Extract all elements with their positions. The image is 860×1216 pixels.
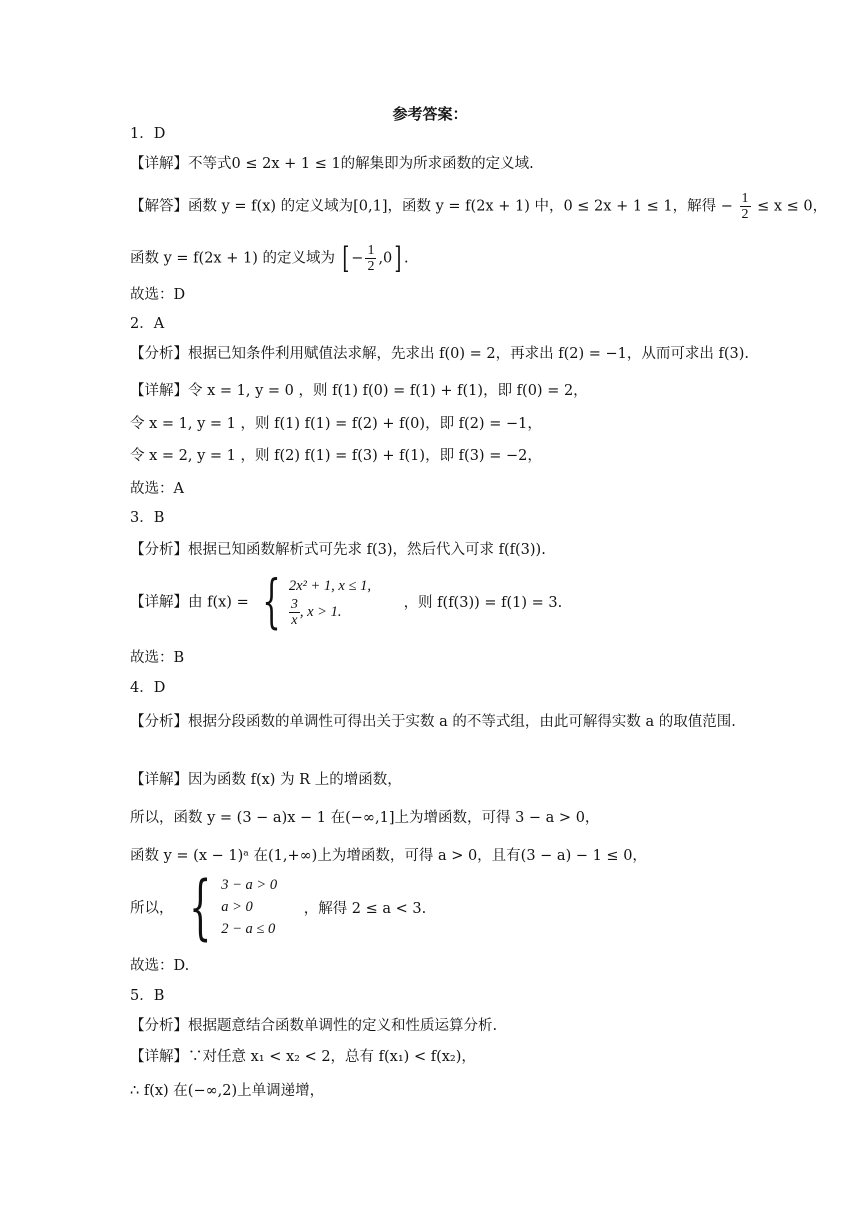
q4-number: 4．D bbox=[130, 680, 166, 696]
q1-domain-fraction bbox=[365, 243, 376, 274]
right-bracket-icon: ] bbox=[394, 240, 402, 276]
q3-case-fraction-num: 3 bbox=[290, 596, 298, 612]
page-title: 参考答案： bbox=[392, 105, 468, 123]
q1-fraction-denominator: 2 bbox=[741, 207, 749, 222]
q3-case-2 bbox=[289, 597, 371, 628]
q5-detail-2: ∴ f(x) 在(−∞,2)上单调递增， bbox=[130, 1083, 325, 1099]
q2-detail-3: 令 x = 2, y = 1 ，则 f(2) f(1) = f(3) + f(1)，即 f(3) = −2， bbox=[130, 448, 542, 464]
q1-number: 1．D bbox=[130, 126, 166, 142]
left-bracket-icon: [ bbox=[341, 240, 349, 276]
q3-case-fraction bbox=[289, 597, 300, 628]
q3-detail-line bbox=[130, 567, 563, 635]
q4-ineq-2: a > 0 bbox=[221, 899, 253, 915]
q3-selection: 故选：B bbox=[130, 650, 185, 666]
q1-domain-text: 函数 y = f(2x + 1) 的定义域为 bbox=[130, 250, 335, 267]
q5-analysis: 【分析】根据题意结合函数单调性的定义和性质运算分析. bbox=[130, 1018, 498, 1034]
q2-analysis: 【分析】根据已知条件利用赋值法求解，先求出 f(0) = 2，再求出 f(2) = −1，从而可求出 f(3). bbox=[130, 346, 749, 362]
q4-system-result: ，解得 2 ≤ a < 3. bbox=[303, 900, 427, 917]
q2-detail-1: 【详解】令 x = 1, y = 0 ，则 f(1) f(0) = f(1) + f(1)，即 f(0) = 2， bbox=[130, 383, 588, 399]
q1-minus: − bbox=[351, 250, 364, 267]
q4-system-label: 所以， bbox=[130, 900, 174, 917]
q2-selection: 故选：A bbox=[130, 481, 184, 497]
q3-case-2-tail: , x > 1. bbox=[299, 603, 342, 620]
q1-fraction bbox=[740, 191, 751, 222]
q1-solution-line bbox=[130, 191, 827, 222]
q4-analysis: 【分析】根据分段函数的单调性可得出关于实数 a 的不等式组，由此可解得实数 a 的取值范围. bbox=[130, 714, 736, 730]
q5-number: 5．B bbox=[130, 988, 165, 1004]
q3-detail-text: 【详解】由 f(x) = bbox=[130, 594, 249, 611]
q1-solution-text: 【解答】函数 y = f(x) 的定义域为[0,1]，函数 y = f(2x + 1) 中，0 ≤ 2x + 1 ≤ 1，解得 − bbox=[130, 198, 733, 215]
q2-detail-2: 令 x = 1, y = 1 ，则 f(1) f(1) = f(2) + f(0)，即 f(2) = −1， bbox=[130, 416, 542, 432]
q4-detail-2: 所以，函数 y = (3 − a)x − 1 在(−∞,1]上为增函数，可得 3 − a > 0， bbox=[130, 810, 600, 826]
q3-piecewise-cases bbox=[289, 575, 371, 628]
q3-analysis: 【分析】根据已知函数解析式可先求 f(3)，然后代入可求 f(f(3)). bbox=[130, 542, 546, 558]
q1-fraction-numerator: 1 bbox=[741, 191, 749, 206]
q1-period: . bbox=[404, 250, 409, 267]
q1-solution-tail: ≤ x ≤ 0， bbox=[757, 198, 828, 215]
q4-detail-1: 【详解】因为函数 f(x) 为 R 上的增函数， bbox=[130, 772, 402, 788]
q4-system-line bbox=[130, 866, 427, 948]
q4-selection: 故选：D. bbox=[130, 958, 190, 974]
q1-domain-end: ,0 bbox=[378, 250, 393, 267]
q3-number: 3．B bbox=[130, 510, 165, 526]
q3-case-1: 2x² + 1, x ≤ 1, bbox=[288, 577, 371, 594]
q4-ineq-3: 2 − a ≤ 0 bbox=[221, 921, 276, 937]
q4-detail-3: 函数 y = (x − 1)ᵃ 在(1,+∞)上为增函数，可得 a > 0，且有(3 − a) − 1 ≤ 0， bbox=[130, 848, 647, 864]
q3-case-fraction-den: x bbox=[291, 612, 298, 628]
q5-detail-1: 【详解】∵对任意 x₁ < x₂ < 2，总有 f(x₁) < f(x₂)， bbox=[130, 1049, 476, 1065]
q4-inequality-system bbox=[221, 874, 277, 940]
q1-selection: 故选：D bbox=[130, 287, 186, 303]
q1-domain-fraction-num: 1 bbox=[367, 243, 375, 258]
q3-detail-result: ，则 f(f(3)) = f(1) = 3. bbox=[403, 594, 563, 611]
q1-domain-line bbox=[130, 240, 409, 276]
q2-number: 2．A bbox=[130, 316, 165, 332]
left-brace-icon: { bbox=[189, 866, 212, 948]
q1-detail: 【详解】不等式0 ≤ 2x + 1 ≤ 1的解集即为所求函数的定义域. bbox=[130, 156, 534, 172]
left-brace-icon: { bbox=[262, 567, 282, 635]
q4-ineq-1: 3 − a > 0 bbox=[221, 877, 278, 893]
q1-domain-fraction-den: 2 bbox=[367, 259, 375, 274]
